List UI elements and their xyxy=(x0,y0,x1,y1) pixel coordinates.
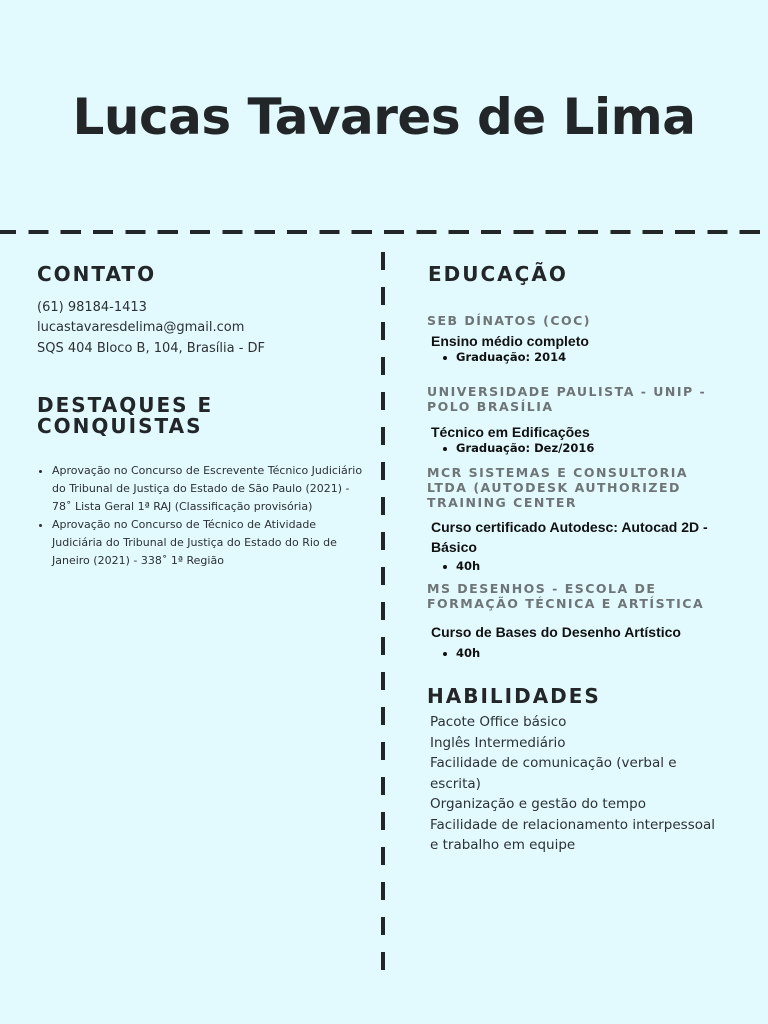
education-detail: 40h xyxy=(456,559,481,573)
education-course: Curso certificado Autodesc: Autocad 2D - Básico xyxy=(431,519,708,555)
education-institution: MS DESENHOS - ESCOLA DE FORMAÇÃO TÉCNICA E ARTÍSTICA xyxy=(427,581,705,611)
list-item: Inglês Intermediário xyxy=(430,734,566,751)
vertical-dashed-divider xyxy=(381,252,385,974)
education-institution: UNIVERSIDADE PAULISTA - UNIP - POLO BRASÍLIA xyxy=(427,384,707,414)
education-institution: MCR SISTEMAS E CONSULTORIA LTDA (AUTODESK AUTHORIZED TRAINING CENTER xyxy=(427,465,689,510)
contact-title: CONTATO xyxy=(37,262,157,286)
list-item: Facilidade de relacionamento interpessoal xyxy=(430,816,716,833)
highlights-title-line2: CONQUISTAS xyxy=(37,414,203,438)
highlights-title xyxy=(37,395,213,437)
skills-title: HABILIDADES xyxy=(427,684,601,708)
list-item: e trabalho em equipe xyxy=(430,837,576,853)
contact-address: SQS 404 Bloco B, 104, Brasília - DF xyxy=(37,341,266,356)
contact-email: lucastavaresdelima@gmail.com xyxy=(37,320,245,335)
education-title: EDUCAÇÃO xyxy=(428,262,568,286)
highlights-title-line1: DESTAQUES E xyxy=(37,393,214,417)
education-course: Técnico em Edificações xyxy=(431,424,590,440)
list-item: Facilidade de comunicação (verbal e xyxy=(430,755,677,771)
contact-phone: (61) 98184-1413 xyxy=(37,300,147,315)
list-item: Pacote Office básico xyxy=(430,714,567,730)
list-item: Organização e gestão do tempo xyxy=(430,796,647,812)
horizontal-dashed-divider xyxy=(0,230,768,234)
resume-name: Lucas Tavares de Lima xyxy=(72,88,696,146)
list-item: • Aprovação no Concurso de Escrevente Técnico Judiciário do Tribunal de Justiça do Estado de São Paulo (2021) - 78˚ Lista Geral 1ª RAJ (Classificação provisória) xyxy=(52,462,368,516)
highlights-list xyxy=(36,462,368,570)
skills-list xyxy=(430,712,740,856)
education-detail: Graduação: Dez/2016 xyxy=(456,441,595,455)
education-course: Ensino médio completo xyxy=(431,333,589,349)
education-institution: SEB DÍNATOS (COC) xyxy=(427,313,592,328)
education-course: Curso de Bases do Desenho Artístico xyxy=(431,624,681,640)
education-detail: 40h xyxy=(456,646,481,660)
education-detail: Graduação: 2014 xyxy=(456,350,567,364)
list-item: • Aprovação no Concurso de Técnico de Atividade Judiciária do Tribunal de Justiça do Estado do Rio de Janeiro (2021) - 338˚ 1ª Região xyxy=(52,516,368,570)
list-item: escrita) xyxy=(430,775,481,792)
